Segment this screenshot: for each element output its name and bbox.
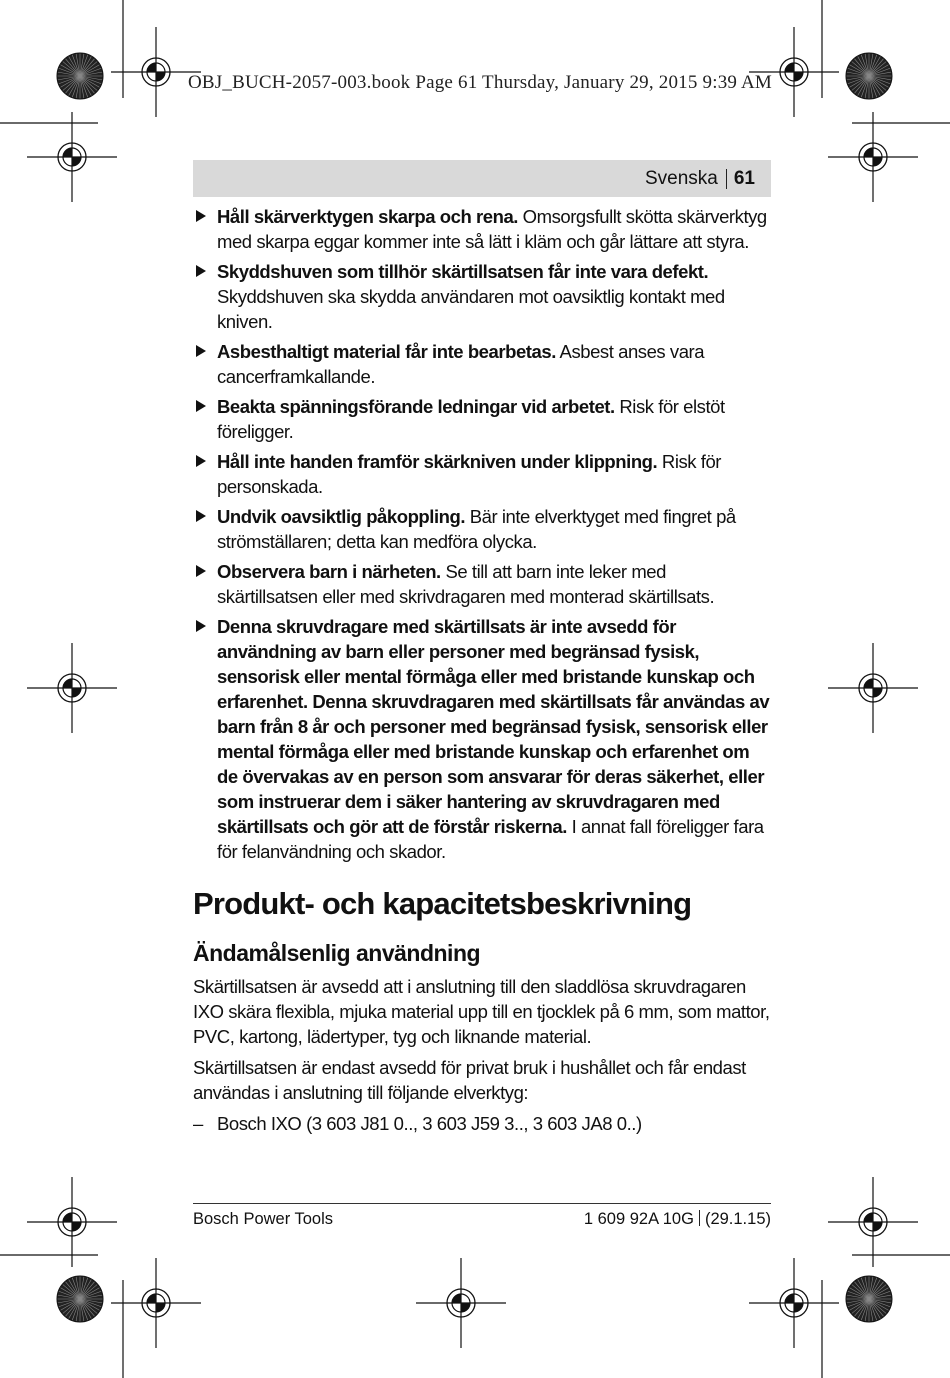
- sunburst-mark-icon: [846, 1276, 892, 1322]
- footer-brand: Bosch Power Tools: [193, 1210, 334, 1228]
- safety-item-text: Risk för elstöt föreligger.: [217, 396, 725, 442]
- safety-item-heading: Håll skärverktygen skarpa och rena.: [217, 206, 518, 227]
- safety-item: [193, 559, 771, 609]
- crosshair-mark-icon: [416, 1258, 506, 1348]
- safety-item: [193, 339, 771, 389]
- footer-code: 1 609 92A 10G: [583, 1210, 694, 1228]
- triangle-bullet-icon: [196, 565, 206, 577]
- header-separator: [726, 169, 727, 189]
- safety-item-heading: Observera barn i närheten.: [217, 561, 441, 582]
- page-language: Svenska: [644, 167, 718, 189]
- triangle-bullet-icon: [196, 265, 206, 277]
- triangle-bullet-icon: [196, 510, 206, 522]
- safety-item: [193, 614, 771, 864]
- compatible-tool-item: [193, 1111, 771, 1136]
- compatible-tool-text: Bosch IXO (3 603 J81 0.., 3 603 J59 3.., 3 603 JA8 0..): [217, 1113, 642, 1134]
- triangle-bullet-icon: [196, 400, 206, 412]
- triangle-bullet-icon: [196, 345, 206, 357]
- safety-item-heading: Undvik oavsiktlig påkoppling.: [217, 506, 466, 527]
- crosshair-mark-icon: [828, 1177, 918, 1267]
- safety-item-text: Se till att barn inte leker med skärtillsatsen eller med skrivdragaren med monterad skärtillsats.: [217, 561, 715, 607]
- safety-item-heading: Beakta spänningsförande ledningar vid arbetet.: [217, 396, 615, 417]
- safety-item-text: Asbest anses vara cancerframkallande.: [217, 341, 705, 387]
- page-number: 61: [733, 167, 755, 189]
- safety-item-heading: Denna skruvdragare med skärtillsats är inte avsedd för användning av barn eller personer med begränsad fysisk, sensorisk eller mental förmåga eller med bristande kunskap och erfarenhet. Denna skruvdragaren med skärtillsats får användas av barn från 8 år och personer med begränsad fysisk, sensorisk eller mental förmåga eller med bristande kunskap och erfarenhet om de övervakas av en person som ansvarar för deras säkerhet, eller som instruerar dem i säker hantering av skruvdragaren med skärtillsats och gör att de förstår riskerna.: [217, 616, 770, 837]
- crosshair-mark-icon: [111, 1258, 201, 1348]
- private-use-paragraph: Skärtillsatsen är endast avsedd för privat bruk i hushållet och får endast användas i anslutning till följande elverktyg:: [193, 1057, 746, 1103]
- footer-doc-id: [584, 1210, 771, 1229]
- crosshair-mark-icon: [27, 112, 117, 202]
- crosshair-mark-icon: [828, 643, 918, 733]
- sunburst-mark-icon: [57, 1276, 103, 1322]
- safety-item-text: I annat fall föreligger fara för felanvändning och skador.: [217, 816, 764, 862]
- crosshair-mark-icon: [27, 643, 117, 733]
- safety-item-text: Skyddshuven ska skydda användaren mot oavsiktlig kontakt med kniven.: [217, 286, 725, 332]
- safety-item: [193, 504, 771, 554]
- safety-item: [193, 449, 771, 499]
- safety-item-text: Bär inte elverktyget med fingret på strömställaren; detta kan medföra olycka.: [217, 506, 736, 552]
- safety-item-heading: Håll inte handen framför skärkniven under klippning.: [217, 451, 658, 472]
- footer-rule: [193, 1203, 771, 1204]
- footer-date: (29.1.15): [704, 1210, 771, 1228]
- triangle-bullet-icon: [196, 210, 206, 222]
- crosshair-mark-icon: [828, 112, 918, 202]
- sunburst-mark-icon: [57, 53, 103, 99]
- safety-item: [193, 204, 771, 254]
- triangle-bullet-icon: [196, 455, 206, 467]
- safety-item-heading: Skyddshuven som tillhör skärtillsatsen får inte vara defekt.: [217, 261, 709, 282]
- safety-item-text: Risk för personskada.: [217, 451, 722, 497]
- safety-item: [193, 394, 771, 444]
- sunburst-mark-icon: [846, 53, 892, 99]
- book-header: OBJ_BUCH-2057-003.book Page 61 Thursday, January 29, 2015 9:39 AM: [188, 72, 773, 93]
- safety-item-heading: Asbesthaltigt material får inte bearbetas.: [217, 341, 556, 362]
- crosshair-mark-icon: [27, 1177, 117, 1267]
- page-header-bar: [193, 160, 771, 197]
- section-title: Produkt- och kapacitetsbeskrivning: [193, 886, 692, 921]
- triangle-bullet-icon: [196, 620, 206, 632]
- footer-separator: [699, 1210, 700, 1226]
- section-subtitle: Ändamålsenlig användning: [193, 940, 481, 966]
- crosshair-mark-icon: [749, 1258, 839, 1348]
- safety-item: [193, 259, 771, 334]
- intended-use-paragraph: Skärtillsatsen är avsedd att i anslutning till den sladdlösa skruvdragaren IXO skära flexibla, mjuka material upp till en tjocklek på 6 mm, som mattor, PVC, kartong, lädertyper, tyg och liknande material.: [193, 976, 770, 1047]
- list-dash: –: [193, 1113, 203, 1134]
- page-content: [193, 204, 771, 1136]
- safety-item-text: Omsorgsfullt skötta skärverktyg med skarpa eggar kommer inte så lätt i kläm och går lättare att styra.: [217, 206, 767, 252]
